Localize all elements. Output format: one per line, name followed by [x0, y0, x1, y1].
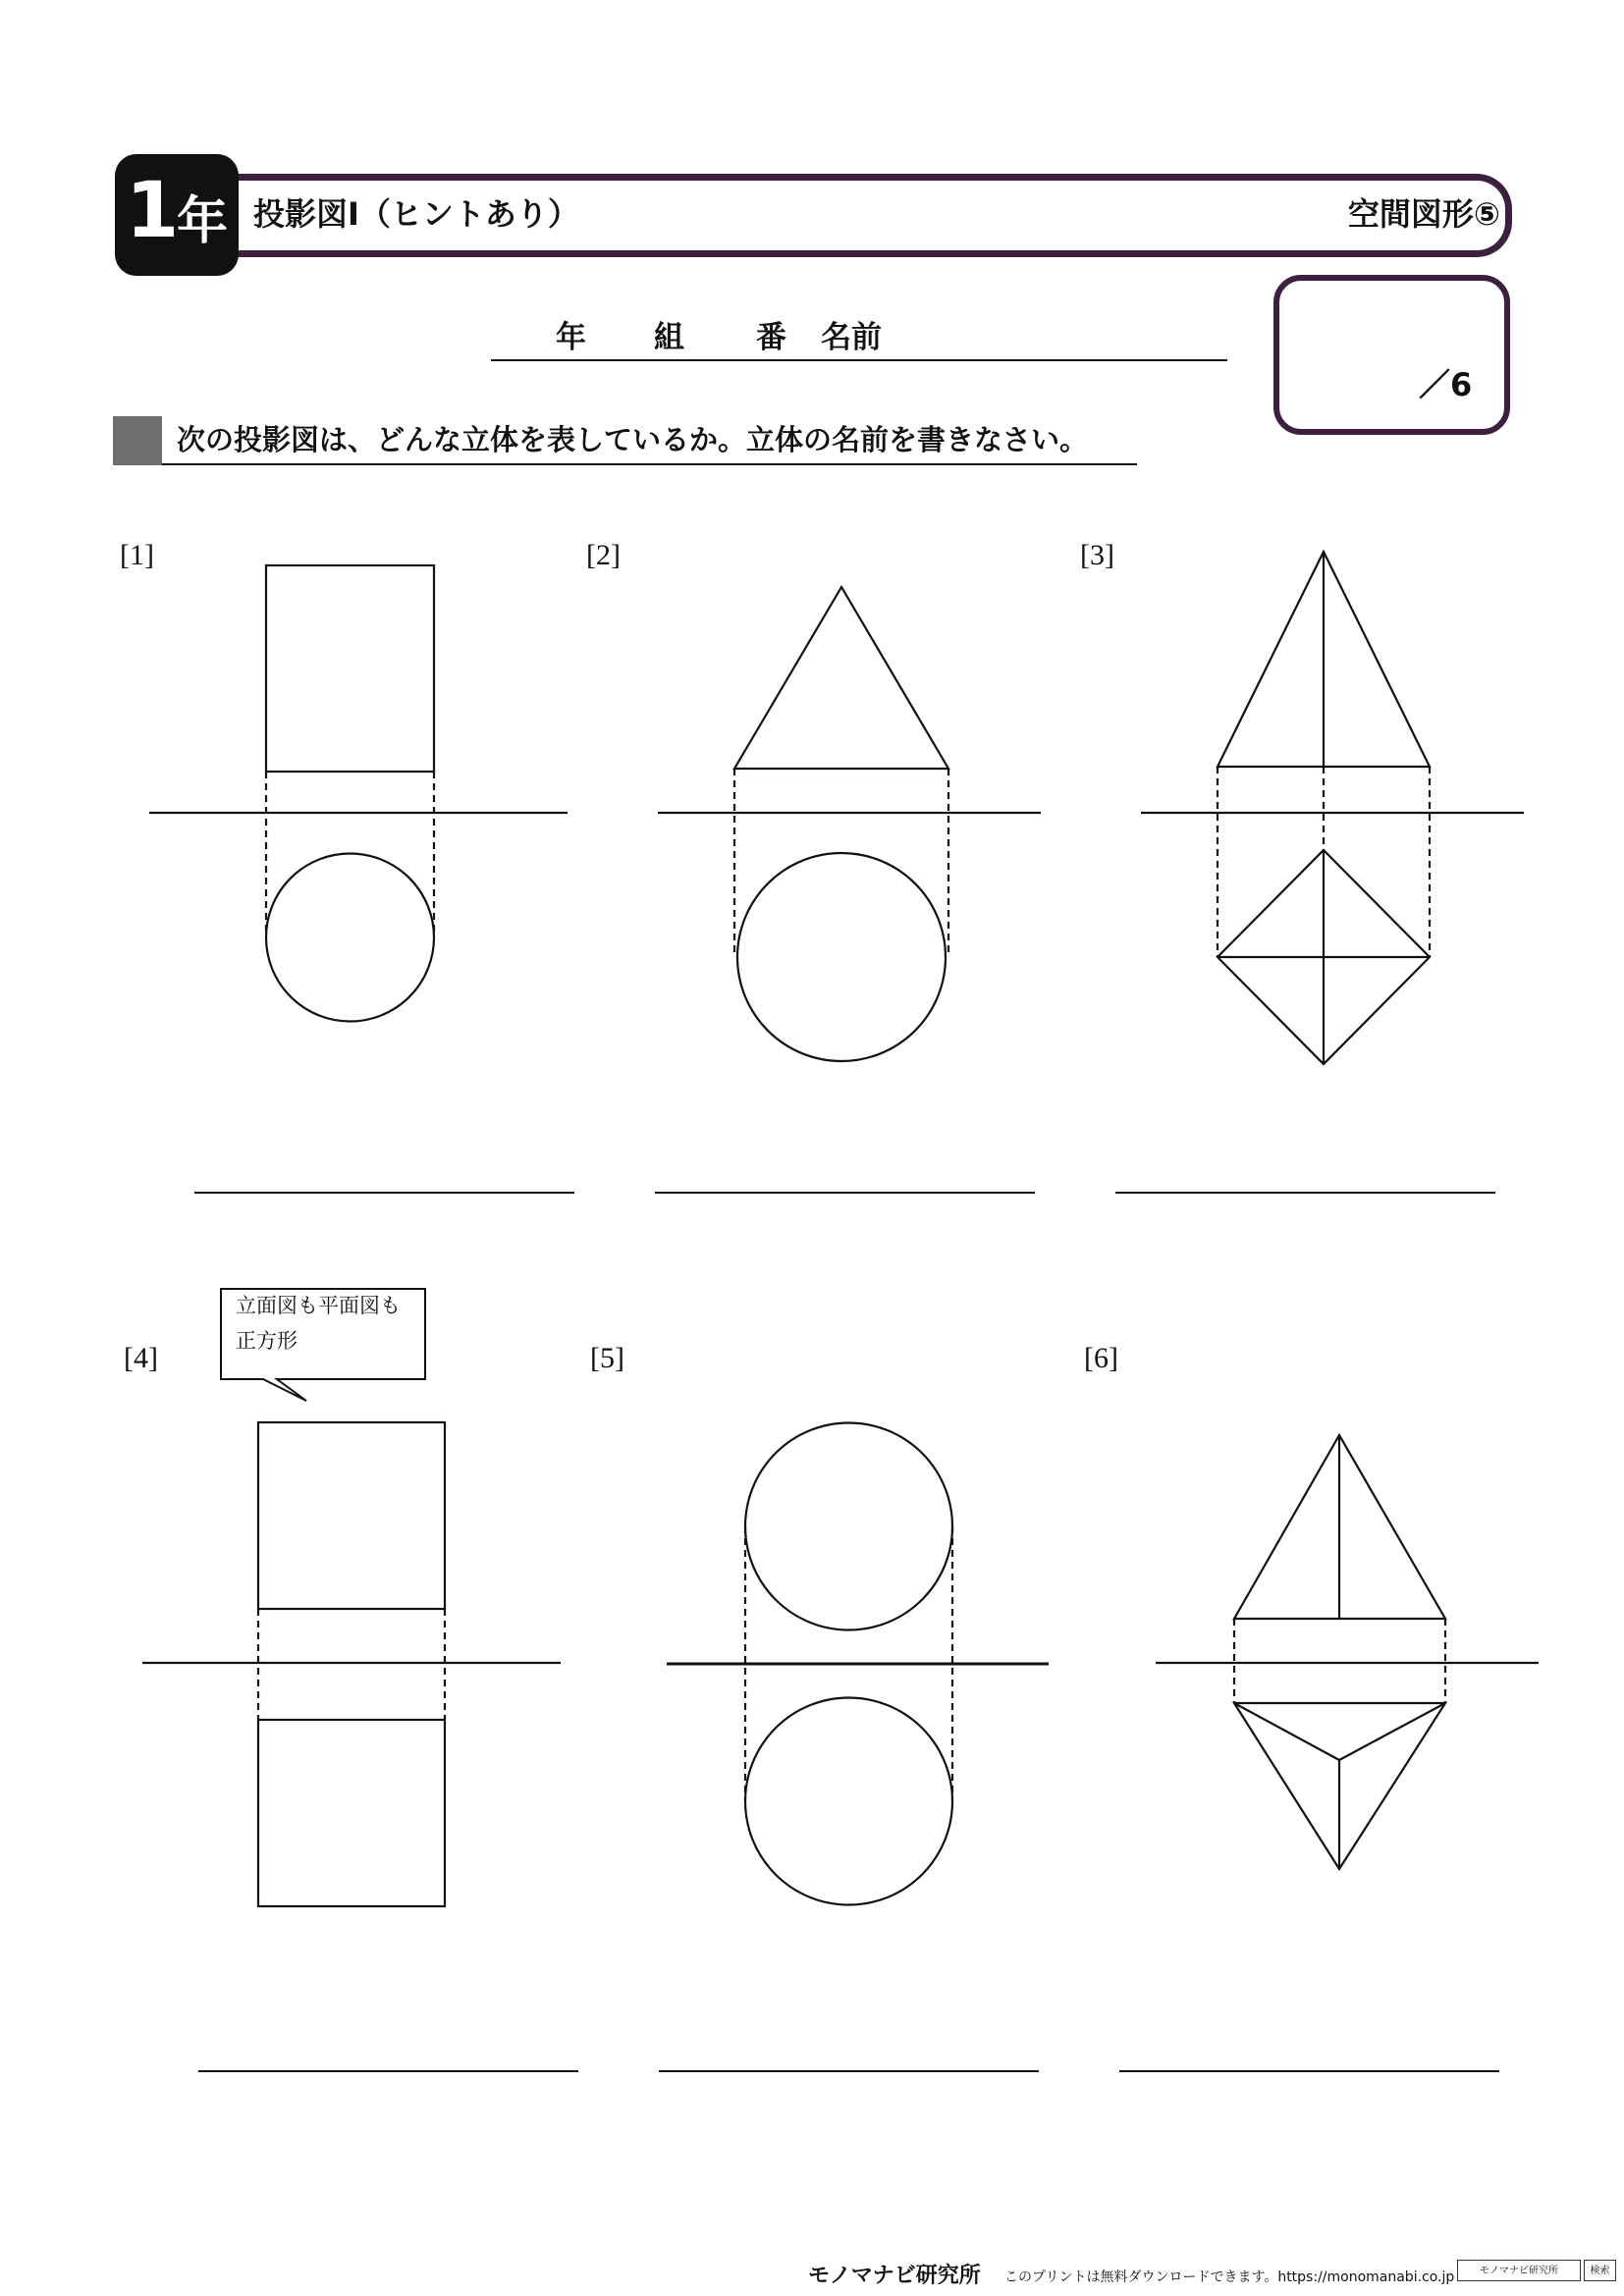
hint-line-2: 正方形 [236, 1329, 298, 1353]
score-total: ／6 [1419, 366, 1473, 403]
hint-bubble-text [236, 1288, 401, 1359]
answer-line-4[interactable] [198, 2070, 578, 2072]
answer-line-3[interactable] [1115, 1192, 1495, 1194]
grade-number: 1 [126, 167, 180, 255]
unit-label: 空間図形⑤ [1347, 195, 1500, 233]
worksheet-title: 投影図Ⅰ（ヒントあり） [253, 195, 579, 233]
footer-search-box: モノマナビ研究所 [1457, 2260, 1581, 2281]
figure-4-cube [142, 1422, 561, 1906]
instruction-text: 次の投影図は、どんな立体を表しているか。立体の名前を書きなさい。 [177, 423, 1089, 456]
answer-line-6[interactable] [1119, 2070, 1499, 2072]
figure-3-square-pyramid [1141, 552, 1524, 1064]
figure-5-sphere [667, 1423, 1049, 1905]
problem-label-5: [5] [590, 1342, 624, 1374]
problem-label-1: [1] [120, 539, 154, 571]
problem-label-2: [2] [586, 539, 621, 571]
hint-line-1: 立面図も平面図も [236, 1294, 401, 1317]
footer-logo: モノマナビ研究所 [808, 2264, 981, 2288]
year-label: 年 [556, 320, 586, 355]
answer-line-5[interactable] [659, 2070, 1039, 2072]
name-label: 名前 [821, 320, 882, 355]
footer-text: このプリントは無料ダウンロードできます。https://monomanabi.co.jp [1004, 2269, 1455, 2285]
number-label: 番 [756, 320, 786, 355]
answer-line-1[interactable] [194, 1192, 574, 1194]
grade-kanji: 年 [177, 192, 229, 251]
figure-1-cylinder [149, 565, 568, 1022]
problem-label-3: [3] [1080, 539, 1114, 571]
problem-label-4: [4] [124, 1342, 158, 1374]
figure-2-cone [658, 587, 1041, 1061]
class-label: 組 [654, 320, 684, 355]
footer-search-button: 検索 [1584, 2260, 1616, 2281]
problem-label-6: [6] [1084, 1342, 1118, 1374]
answer-line-2[interactable] [655, 1192, 1035, 1194]
figure-6-triangular-pyramid [1156, 1435, 1539, 1869]
